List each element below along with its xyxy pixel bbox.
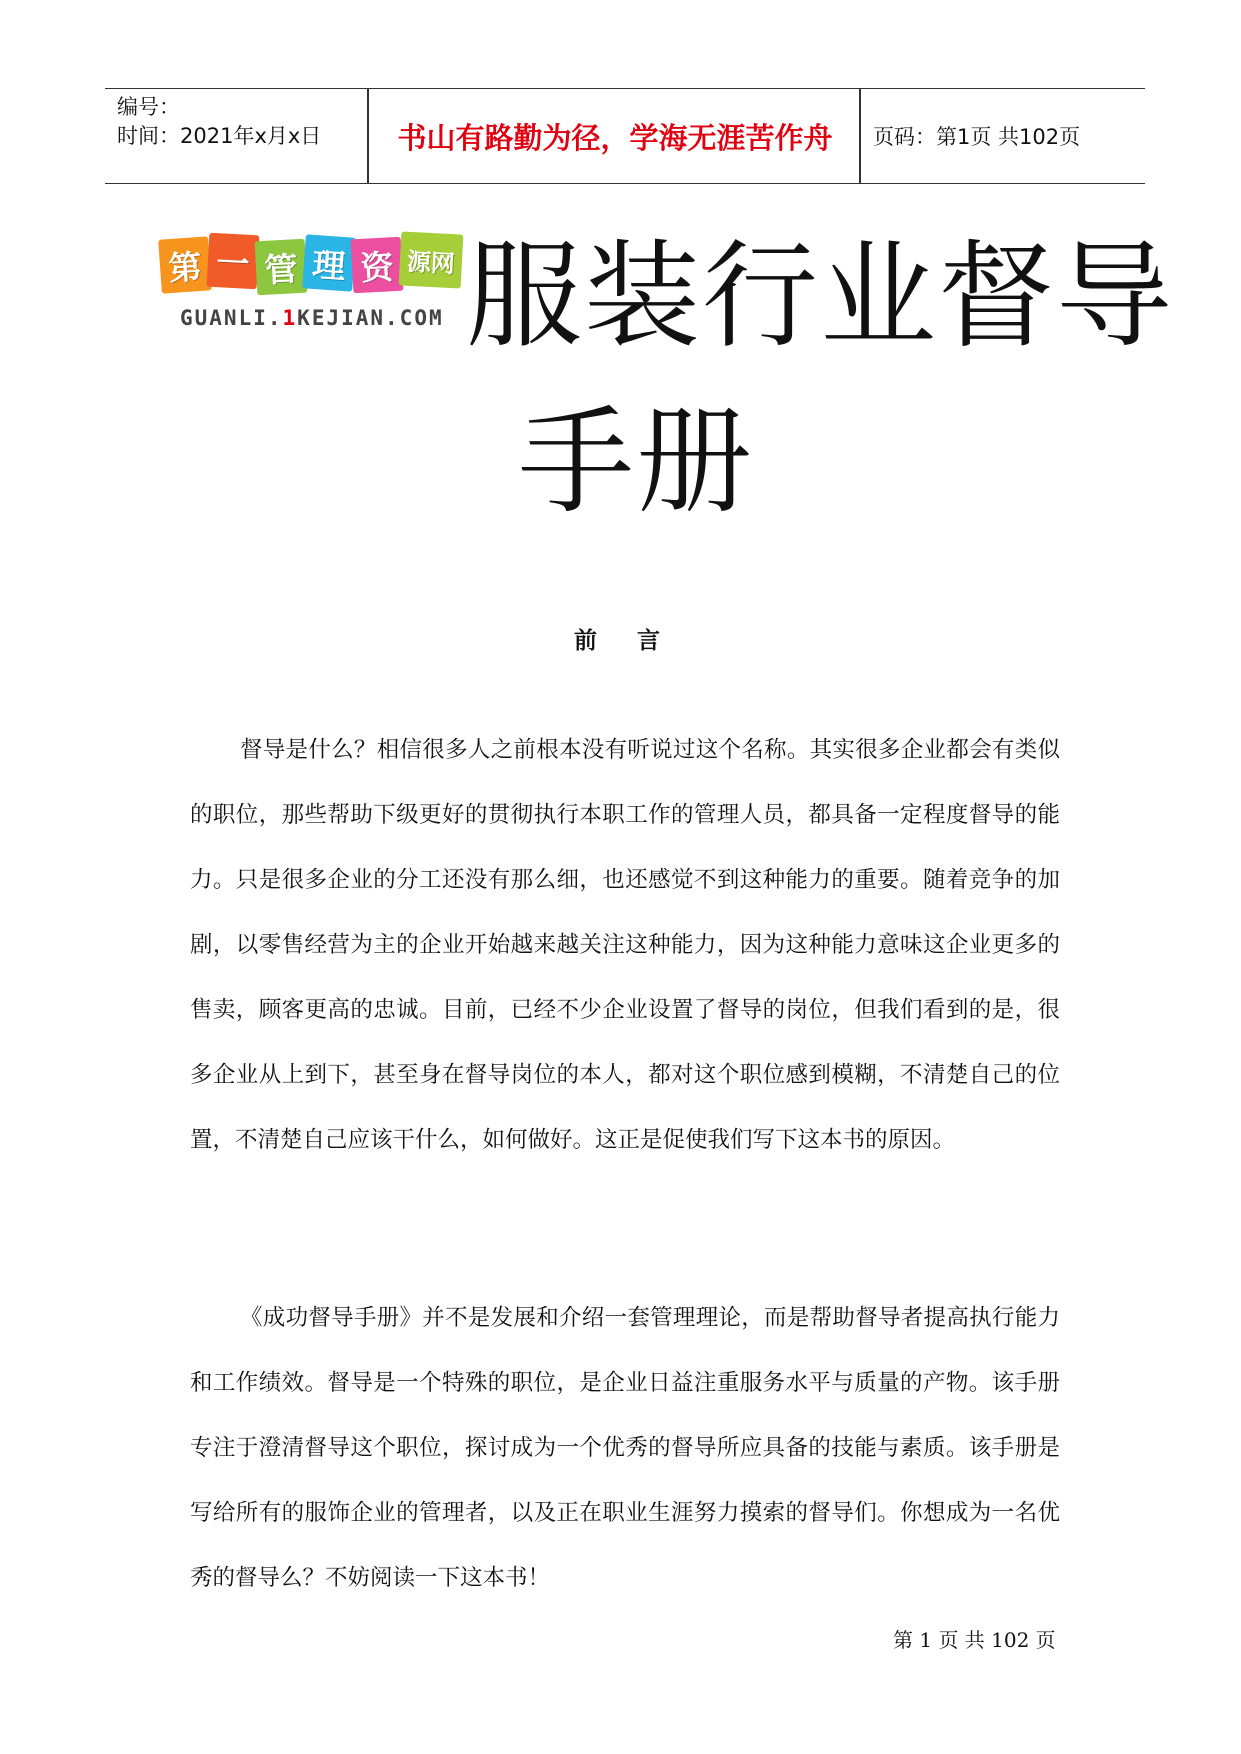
document-title-line1: 服装行业督导 [466,229,1174,364]
paragraph: 督导是什么？相信很多人之前根本没有听说过这个名称。其实很多企业都会有类似的职位，那些帮助下级更好的贯彻执行本职工作的管理人员，都具备一定程度督导的能力。只是很多企业的分工还没有那么细，也还感觉不到这种能力的重要。随着竞争的加剧，以零售经营为主的企业开始越来越关注这种能力，因为这种能力意味这企业更多的售卖，顾客更高的忠诚。目前，已经不少企业设置了督导的岗位，但我们看到的是，很多企业从上到下，甚至身在督导岗位的本人，都对这个职位感到模糊，不清楚自己的位置，不清楚自己应该干什么，如何做好。这正是促使我们写下这本书的原因。 [190,737,1060,1153]
section-heading: 前言 [574,627,700,654]
site-logo [160,232,460,336]
logo-tile: 一 [207,233,260,290]
logo-url [180,306,444,330]
date-label: 时间：2021年x月x日 [117,124,322,148]
header-table [105,88,1145,184]
number-label: 编号： [117,95,180,119]
logo-tiles [160,232,460,298]
document-title-line2: 手册 [518,395,754,530]
page-footer: 第 1 页 共 102 页 [893,1628,1056,1652]
logo-tile: 管 [255,239,308,296]
logo-tile: 第 [158,236,212,293]
header-page-info: 页码：第1页 共102页 [873,125,1081,149]
logo-tile: 源网 [399,231,464,288]
paragraph: 《成功督导手册》并不是发展和介绍一套管理理论，而是帮助督导者提高执行能力和工作绩效。督导是一个特殊的职位，是企业日益注重服务水平与质量的产物。该手册专注于澄清督导这个职位，探讨成为一个优秀的督导所应具备的技能与素质。该手册是写给所有的服饰企业的管理者，以及正在职业生涯努力摸索的督导们。你想成为一名优秀的督导么？不妨阅读一下这本书！ [190,1305,1060,1591]
logo-url-prefix: GUANLI. [180,306,283,330]
header-motto: 书山有路勤为径，学海无涯苦作舟 [397,120,833,155]
logo-tile: 资 [351,237,404,294]
header-divider [367,89,369,183]
logo-url-suffix: KEJIAN.COM [297,306,444,330]
header-divider [859,89,861,183]
logo-url-one: 1 [282,306,298,330]
logo-tile: 理 [302,234,356,291]
header-meta [117,93,362,151]
